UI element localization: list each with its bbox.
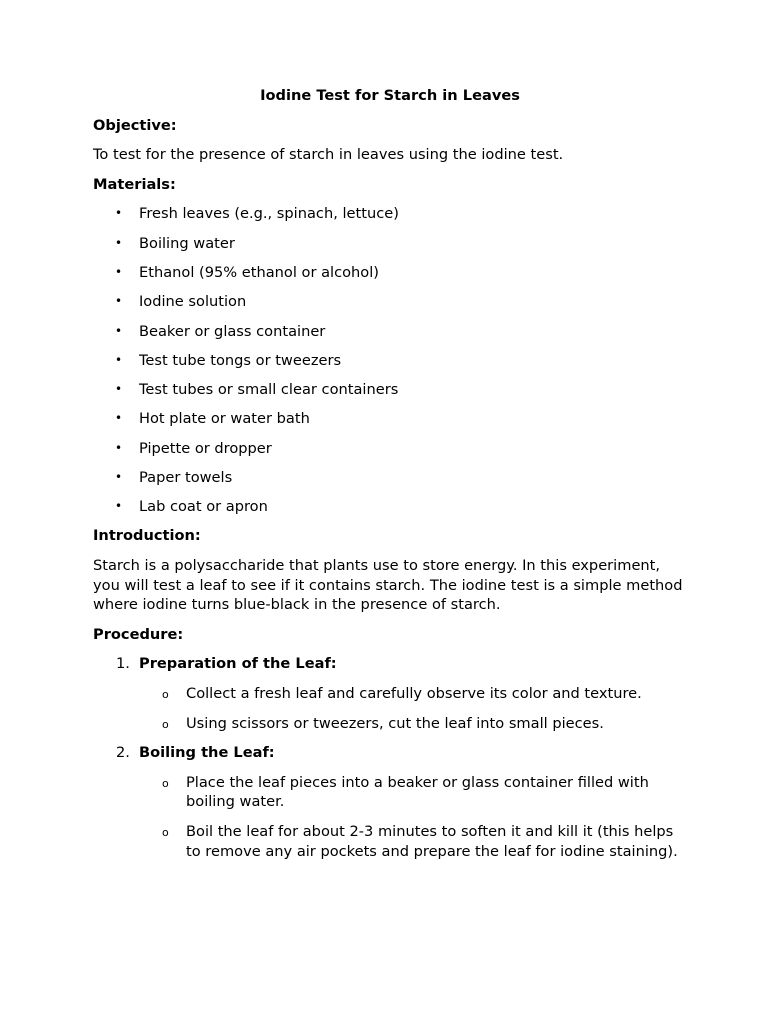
material-item: Beaker or glass container (139, 322, 326, 340)
list-item (93, 351, 683, 371)
list-item (93, 322, 683, 342)
procedure-step (93, 743, 683, 861)
bullet-icon: • (115, 323, 123, 338)
material-item: Paper towels (139, 468, 233, 486)
procedure-step (93, 654, 683, 733)
list-item (93, 822, 683, 861)
bullet-icon: • (115, 352, 123, 367)
step-header (93, 654, 683, 674)
step-title: Preparation of the Leaf: (139, 655, 337, 673)
material-item: Lab coat or apron (139, 498, 268, 516)
materials-list (93, 204, 683, 516)
list-item (93, 234, 683, 254)
document-title: Iodine Test for Starch in Leaves (260, 87, 520, 104)
procedure-steps (93, 654, 683, 861)
step-item: Collect a fresh leaf and carefully observe its color and texture. (186, 685, 642, 703)
introduction-text: Starch is a polysaccharide that plants use to store energy. In this experiment, you will test a leaf to see if it contains starch. The iodine test is a simple method where iodine turns blue-black in the presence of starch. (93, 557, 683, 614)
procedure-heading: Procedure: (93, 625, 184, 643)
bullet-icon: • (115, 411, 123, 426)
step-sub-list (93, 684, 683, 733)
list-item (93, 263, 683, 283)
material-item: Test tube tongs or tweezers (139, 351, 342, 369)
material-item: Fresh leaves (e.g., spinach, lettuce) (139, 205, 399, 223)
material-item: Boiling water (139, 234, 235, 252)
materials-heading: Materials: (93, 175, 176, 193)
bullet-icon: • (115, 206, 123, 221)
material-item: Pipette or dropper (139, 439, 272, 457)
objective-heading: Objective: (93, 116, 177, 134)
step-item: Place the leaf pieces into a beaker or glass container filled with boiling water. (186, 773, 649, 811)
list-item (93, 714, 683, 734)
document-page (93, 86, 683, 871)
circle-bullet-icon: o (162, 717, 169, 731)
list-item (93, 292, 683, 312)
material-item: Iodine solution (139, 293, 247, 311)
list-item (93, 409, 683, 429)
material-item: Hot plate or water bath (139, 410, 310, 428)
material-item: Ethanol (95% ethanol or alcohol) (139, 263, 379, 281)
list-item (93, 380, 683, 400)
introduction-heading: Introduction: (93, 527, 201, 545)
list-item (93, 439, 683, 459)
list-item (93, 773, 683, 812)
step-item: Boil the leaf for about 2-3 minutes to soften it and kill it (this helps to remove any air pockets and prepare the leaf for iodine staining). (186, 823, 678, 860)
step-title: Boiling the Leaf: (139, 744, 275, 762)
bullet-icon: • (115, 235, 123, 250)
step-item: Using scissors or tweezers, cut the leaf into small pieces. (186, 714, 604, 732)
list-item (93, 497, 683, 517)
step-number: 1. (116, 655, 130, 673)
list-item (93, 204, 683, 224)
step-sub-list (93, 773, 683, 861)
objective-text: To test for the presence of starch in leaves using the iodine test. (93, 146, 564, 164)
bullet-icon: • (115, 499, 123, 514)
step-number: 2. (116, 744, 130, 762)
list-item (93, 468, 683, 488)
circle-bullet-icon: o (162, 688, 169, 702)
bullet-icon: • (115, 294, 123, 309)
bullet-icon: • (115, 469, 123, 484)
bullet-icon: • (115, 382, 123, 397)
list-item (93, 684, 683, 704)
bullet-icon: • (115, 440, 123, 455)
circle-bullet-icon: o (162, 776, 169, 790)
circle-bullet-icon: o (162, 826, 169, 839)
step-header (93, 743, 683, 763)
bullet-icon: • (115, 264, 123, 279)
material-item: Test tubes or small clear containers (139, 381, 399, 399)
